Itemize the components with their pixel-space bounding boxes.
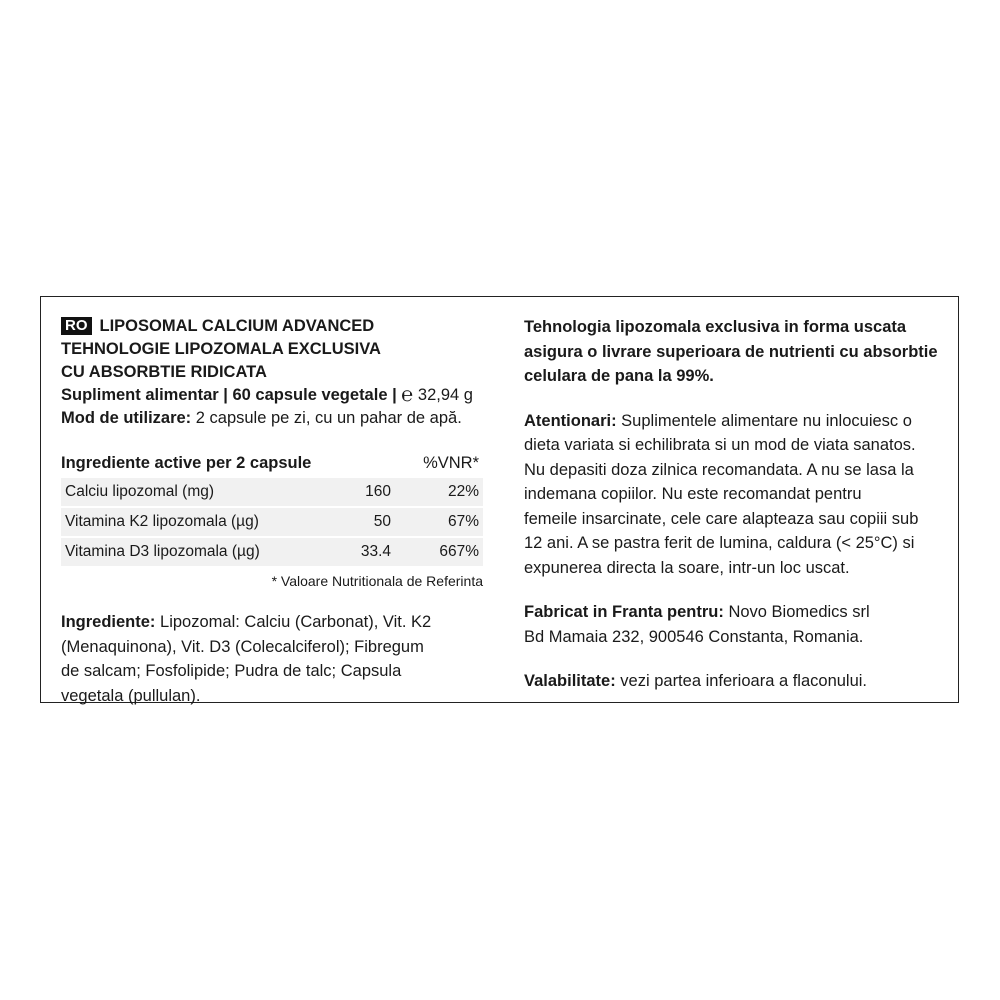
row-vnr: 22% <box>447 483 479 500</box>
table-header <box>61 448 483 478</box>
warnings-line-3: Nu depasiti doza zilnica recomandata. A nu se lasa la <box>524 460 914 479</box>
manufacturer-address: Bd Mamaia 232, 900546 Constanta, Romania. <box>524 627 864 646</box>
table-row <box>61 508 483 538</box>
table-header-vnr: %VNR* <box>423 454 479 472</box>
row-value: 33.4 <box>360 543 391 560</box>
product-title-line-3: CU ABSORBTIE RIDICATA <box>61 363 267 381</box>
manufacturer-name: Novo Biomedics srl <box>723 603 870 621</box>
validity-section <box>524 669 949 694</box>
supplement-text: Supliment alimentar | 60 capsule vegetale | <box>61 386 397 404</box>
warnings-text: Suplimentele alimentare nu inlocuiesc o <box>616 411 912 430</box>
warnings-section <box>524 409 949 581</box>
row-value: 160 <box>365 483 391 500</box>
estimated-sign-icon: ℮ <box>401 384 414 406</box>
ingredients-line-2: (Menaquinona), Vit. D3 (Colecalciferol); Fibregum <box>61 637 424 656</box>
usage-label: Mod de utilizare: <box>61 409 192 427</box>
table-row <box>61 538 483 568</box>
row-name: Vitamina K2 lipozomala (µg) <box>65 513 259 530</box>
usage-instructions <box>61 407 486 430</box>
ingredients-line-4: vegetala (pullulan). <box>61 686 201 705</box>
product-title-line-1 <box>61 315 486 338</box>
label-left-column <box>61 315 486 708</box>
ingredients-line-3: de salcam; Fosfolipide; Pudra de talc; Capsula <box>61 662 402 680</box>
validity-label: Valabilitate: <box>524 672 616 690</box>
row-vnr: 667% <box>439 543 479 560</box>
net-weight: 32,94 g <box>417 386 473 404</box>
technology-claim <box>524 315 949 389</box>
ingredients-text: Lipozomal: Calciu (Carbonat), Vit. K2 <box>155 613 432 631</box>
warnings-label: Atentionari: <box>524 411 617 430</box>
warnings-line-4: indemana copiilor. Nu este recomandat pentru <box>524 485 862 503</box>
technology-line-3: celulara de pana la 99%. <box>524 367 714 385</box>
technology-line-2: asigura o livrare superioara de nutrienti cu absorbtie <box>524 342 938 361</box>
validity-text: vezi partea inferioara a flaconului. <box>615 672 868 690</box>
warnings-line-6: 12 ani. A se pastra ferit de lumina, caldura (< 25°C) si <box>524 534 915 552</box>
language-badge: RO <box>61 317 92 335</box>
row-name: Calciu lipozomal (mg) <box>65 483 215 500</box>
ingredients-line-1 <box>61 610 486 635</box>
row-vnr: 67% <box>447 513 479 530</box>
warnings-line-2: dieta variata si echilibrata si un mod de viata sanatos. <box>524 436 916 454</box>
row-value: 50 <box>373 513 391 530</box>
product-label <box>40 296 959 703</box>
supplement-info <box>61 384 486 407</box>
table-header-name: Ingrediente active per 2 capsule <box>61 454 312 472</box>
ingredients-label: Ingrediente: <box>61 613 156 631</box>
product-title: LIPOSOMAL CALCIUM ADVANCED <box>99 317 375 335</box>
product-title-line-2: TEHNOLOGIE LIPOZOMALA EXCLUSIVA <box>61 340 381 358</box>
table-row <box>61 478 483 508</box>
technology-line-1: Tehnologia lipozomala exclusiva in forma uscata <box>524 318 907 336</box>
table-footnote: * Valoare Nutritionala de Referinta <box>271 573 483 589</box>
row-name: Vitamina D3 lipozomala (µg) <box>65 543 260 560</box>
label-right-column <box>524 315 949 694</box>
usage-text: 2 capsule pe zi, cu un pahar de apă. <box>191 409 462 427</box>
warnings-line-1 <box>524 409 949 434</box>
ingredients-section <box>61 610 486 708</box>
manufacturer-line-1 <box>524 600 949 625</box>
manufacturer-label: Fabricat in Franta pentru: <box>524 603 724 621</box>
manufacturer-section <box>524 600 949 649</box>
warnings-line-7: expunerea directa la soare, intr-un loc uscat. <box>524 558 850 577</box>
warnings-line-5: femeile insarcinate, cele care alapteaza sau copiii sub <box>524 509 919 528</box>
nutrition-table <box>61 448 483 594</box>
